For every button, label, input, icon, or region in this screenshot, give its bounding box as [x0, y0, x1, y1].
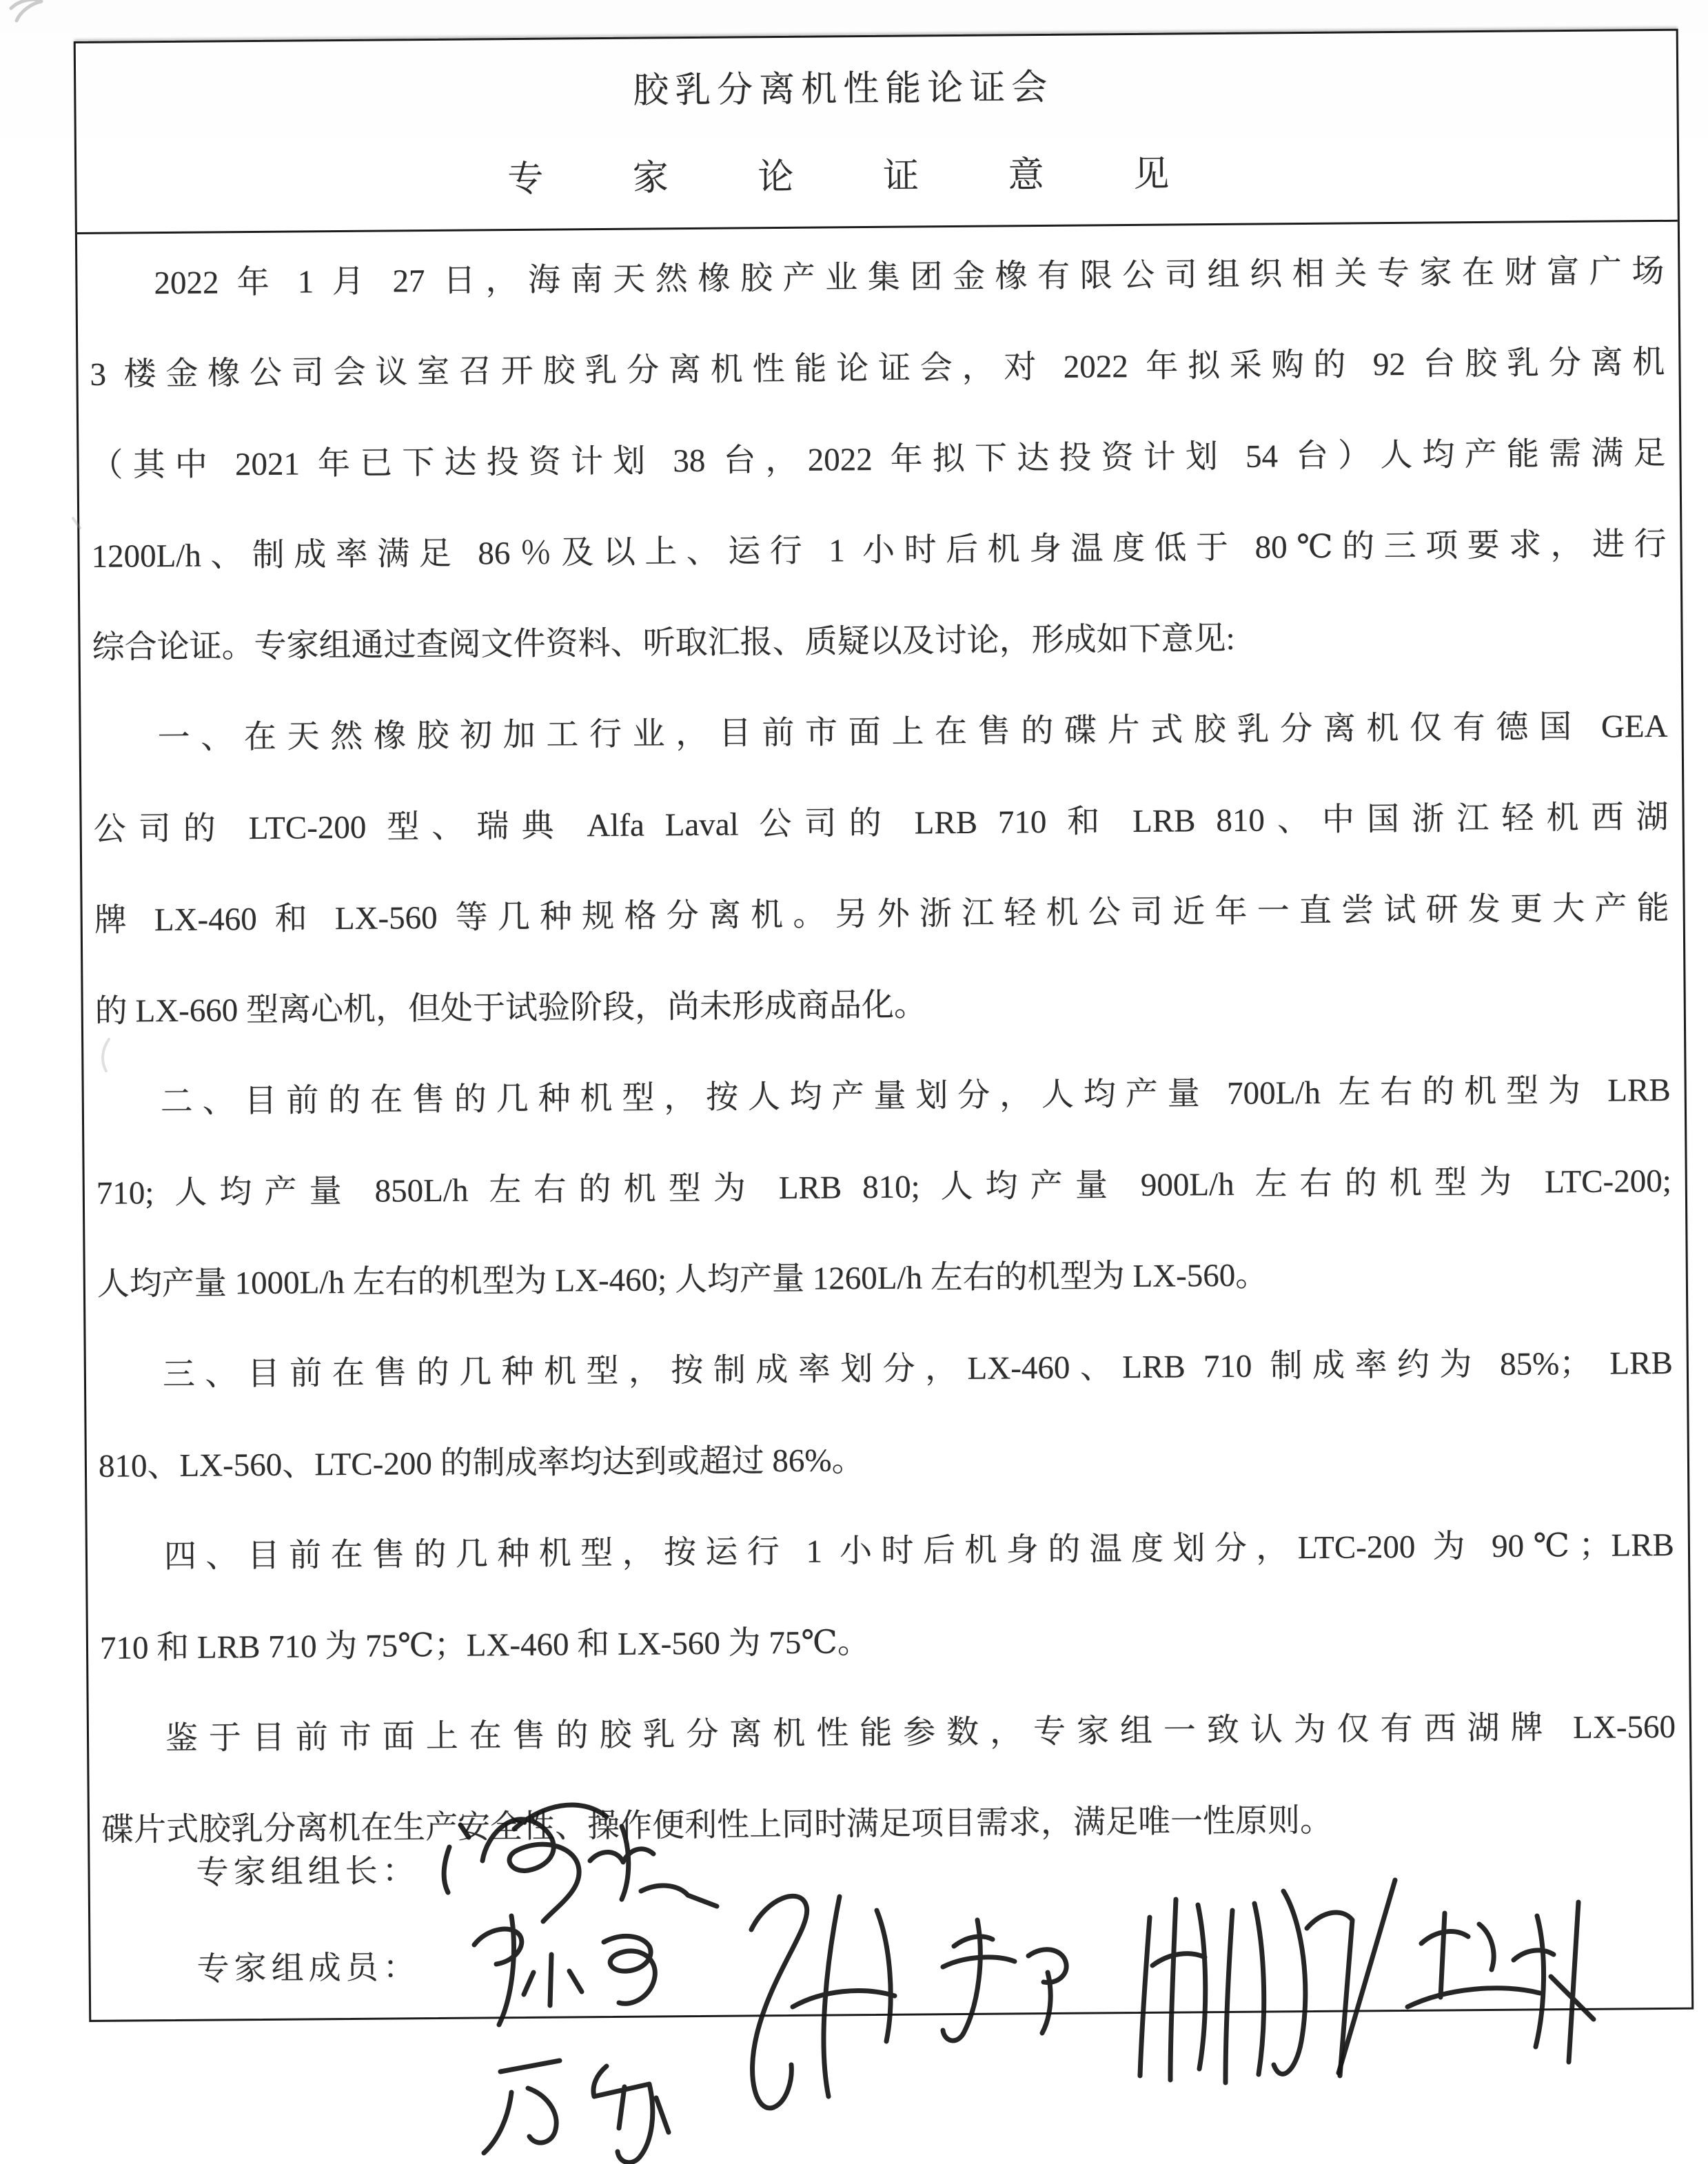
body-line: 碟片式胶乳分离机在生产安全性、操作便利性上同时满足项目需求，满足唯一性原则。	[101, 1802, 1333, 1848]
body-line: 三、目前在售的几种机型，按制成率划分，LX-460、LRB 710 制成率约为 85%； LRB	[162, 1345, 1674, 1394]
body-line: 2022 年 1 月 27 日，海南天然橡胶产业集团金橡有限公司组织相关专家在财富广场	[154, 253, 1665, 302]
body-line: 1200L/h、制成率满足 86％及以上、运行 1 小时后机身温度低于 80℃的三项要求，进行	[91, 526, 1667, 575]
signature-member-6	[484, 2061, 669, 2163]
body-line: 810、LX-560、LTC-200 的制成率均达到或超过 86%。	[98, 1442, 864, 1484]
subtitle-char: 证	[882, 156, 919, 196]
expert-group-members-label: 专家组成员：	[196, 1950, 420, 1988]
document-title: 胶乳分离机性能论证会	[633, 68, 1054, 111]
subtitle-char: 意	[1008, 155, 1044, 196]
body-line: 二、目前的在售的几种机型，按人均产量划分，人均产量 700L/h 左右的机型为 LRB	[160, 1072, 1671, 1121]
expert-group-leader-label: 专家组组长：	[196, 1853, 420, 1891]
body-line: 人均产量 1000L/h 左右的机型为 LX-460; 人均产量 1260L/h 左右的机型为 LX-560。	[96, 1257, 1268, 1303]
subtitle-char: 家	[632, 159, 669, 198]
body-line: 牌 LX-460 和 LX-560 等几种规格分离机。另外浙江轻机公司近年一直尝试研发更大产能	[94, 890, 1669, 939]
body-line: 综合论证。专家组通过查阅文件资料、听取汇报、质疑以及讨论，形成如下意见:	[92, 620, 1235, 666]
body-line: 710; 人均产量 850L/h 左右的机型为 LRB 810; 人均产量 900L/h 左右的机型为 LTC-200;	[96, 1163, 1671, 1212]
body-line: 一、在天然橡胶初加工行业，目前市面上在售的碟片式胶乳分离机仅有德国 GEA	[157, 708, 1668, 757]
document-body	[77, 222, 1691, 1876]
document-frame	[74, 29, 1694, 2022]
subtitle-char: 论	[758, 157, 794, 198]
subtitle-char: 专	[507, 159, 544, 200]
document-subtitle	[507, 145, 1170, 202]
subtitle-char: 见	[1133, 154, 1170, 194]
body-line: 710 和 LRB 710 为 75℃；LX-460 和 LX-560 为 75℃。	[99, 1624, 871, 1666]
body-line: 四、目前在售的几种机型，按运行 1 小时后机身的温度划分，LTC-200 为 90℃；LRB	[163, 1527, 1675, 1575]
title-block	[76, 31, 1678, 234]
corner-pen-mark-icon	[11, 0, 41, 21]
body-line: （其中 2021 年已下达投资计划 38 台，2022 年拟下达投资计划 54 台）人均产能需满足	[90, 435, 1666, 484]
body-line: 3 楼金橡公司会议室召开胶乳分离机性能论证会，对 2022 年拟采购的 92 台胶乳分离机	[90, 344, 1665, 393]
body-line: 鉴于目前市面上在售的胶乳分离机性能参数，专家组一致认为仅有西湖牌 LX-560	[165, 1708, 1676, 1757]
body-line: 公司的 LTC-200 型、瑞典 Alfa Laval 公司的 LRB 710 和 LRB 810、中国浙江轻机西湖	[93, 799, 1669, 848]
body-line: 的 LX-660 型离心机，但处于试验阶段，尚未形成商品化。	[94, 987, 927, 1030]
